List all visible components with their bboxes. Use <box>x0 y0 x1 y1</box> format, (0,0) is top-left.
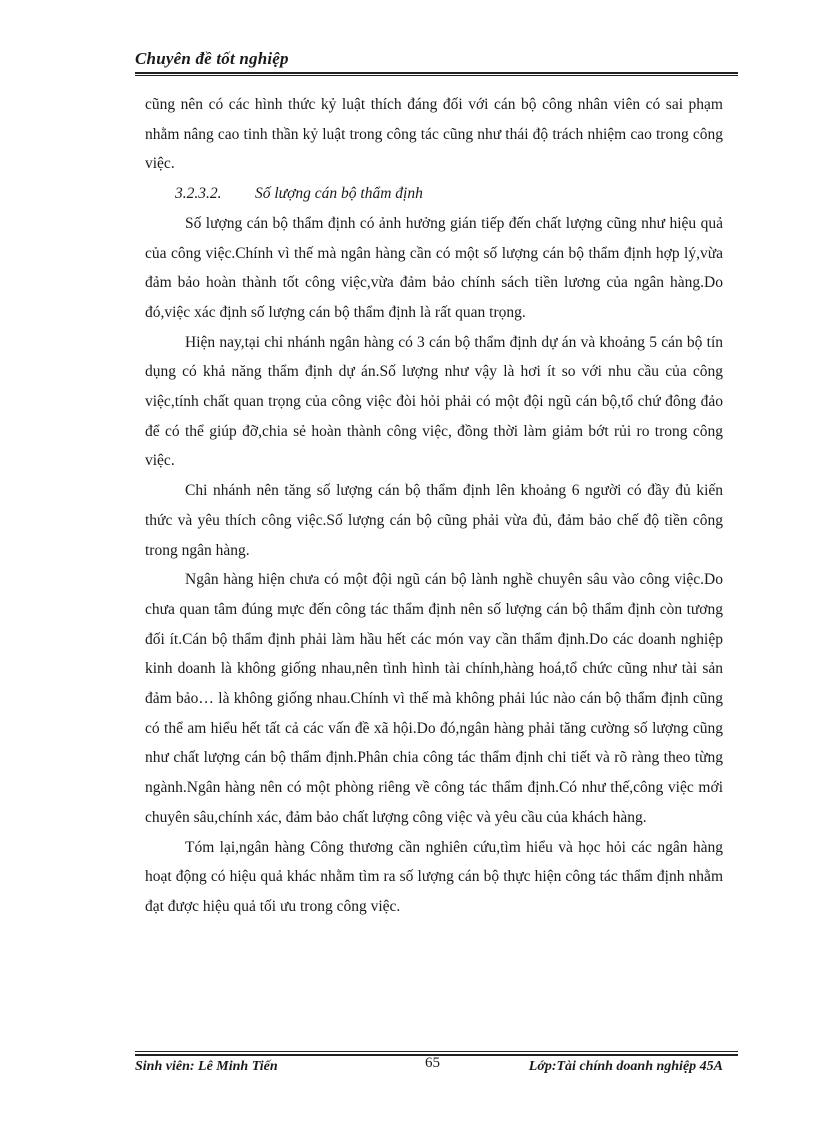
header-rule <box>135 72 738 74</box>
page-number: 65 <box>425 1055 440 1071</box>
paragraph-3: Hiện nay,tại chi nhánh ngân hàng có 3 cán bộ thẩm định dự án và khoảng 5 cán bộ tín dụng có khả năng thẩm định dự án.Số lượng như vậy là hơi ít so với nhu cầu của công việc,tính chất quan trọng của công việc đòi hỏi phải có một đội ngũ cán bộ,tổ chứ đông đảo để có thể giúp đỡ,chia sẻ hoàn thành công việc, đồng thời làm giảm bớt rủi ro trong công việc. <box>145 333 723 470</box>
section-number: 3.2.3.2. <box>175 185 222 203</box>
header-rule-thin <box>135 75 738 76</box>
paragraph-1: cũng nên có các hình thức kỷ luật thích đáng đối với cán bộ công nhân viên có sai phạm nhằm nâng cao tinh thần kỷ luật trong công tác cũng như thái độ trách nhiệm cao trong công việc. <box>145 96 723 173</box>
section-heading <box>145 179 723 209</box>
footer-student: Sinh viên: Lê Minh Tiến <box>135 1059 278 1074</box>
header-title: Chuyên đề tốt nghiệp <box>135 49 289 68</box>
paragraph-6: Tóm lại,ngân hàng Công thương cần nghiên cứu,tìm hiểu và học hỏi các ngân hàng hoạt động có hiệu quả khác nhằm tìm ra số lượng cán bộ thực hiện công tác thẩm định nhằm đạt được hiệu quả tối ưu trong công việc. <box>145 838 723 915</box>
page-header <box>135 48 738 70</box>
document-body <box>145 90 723 922</box>
page-footer <box>135 1051 738 1081</box>
section-title: Số lượng cán bộ thẩm định <box>255 185 423 203</box>
paragraph-4: Chi nhánh nên tăng số lượng cán bộ thẩm định lên khoảng 6 người có đầy đủ kiến thức và yêu thích công việc.Số lượng cán bộ cũng phải vừa đủ, đảm bảo chế độ tiền công trong ngân hàng. <box>145 482 723 559</box>
footer-class: Lớp:Tài chính doanh nghiệp 45A <box>528 1059 723 1074</box>
paragraph-2: Số lượng cán bộ thẩm định có ảnh hưởng gián tiếp đến chất lượng cũng như hiệu quả của công việc.Chính vì thế mà ngân hàng cần có một số lượng cán bộ thẩm định hợp lý,vừa đảm bảo hoàn thành tốt công việc,vừa đảm bảo chính sách tiền lương của ngân hàng.Do đó,việc xác định số lượng cán bộ thẩm định là rất quan trọng. <box>145 214 723 321</box>
paragraph-5: Ngân hàng hiện chưa có một đội ngũ cán bộ lành nghề chuyên sâu vào công việc.Do chưa quan tâm đúng mực đến công tác thẩm định nên số lượng cán bộ thẩm định còn tương đối ít.Cán bộ thẩm định phải làm hầu hết các món vay cần thẩm định.Do các doanh nghiệp kinh doanh là không giống nhau,nên tình hình tài chính,hàng hoá,tổ chức cũng như tài sản đảm bảo… là không giống nhau.Chính vì thế mà không phải lúc nào cán bộ thẩm định cũng có thể am hiểu hết tất cả các vấn đề xã hội.Do đó,ngân hàng phải tăng cường số lượng cũng như chất lượng cán bộ thẩm định.Phân chia công tác thẩm định chi tiết và rõ ràng theo từng ngành.Ngân hàng nên có một phòng riêng về công tác thẩm định.Có như thế,công việc mới chuyên sâu,chính xác, đảm bảo chất lượng công việc và yêu cầu của khách hàng. <box>145 571 723 826</box>
footer-rule-thin <box>135 1051 738 1052</box>
